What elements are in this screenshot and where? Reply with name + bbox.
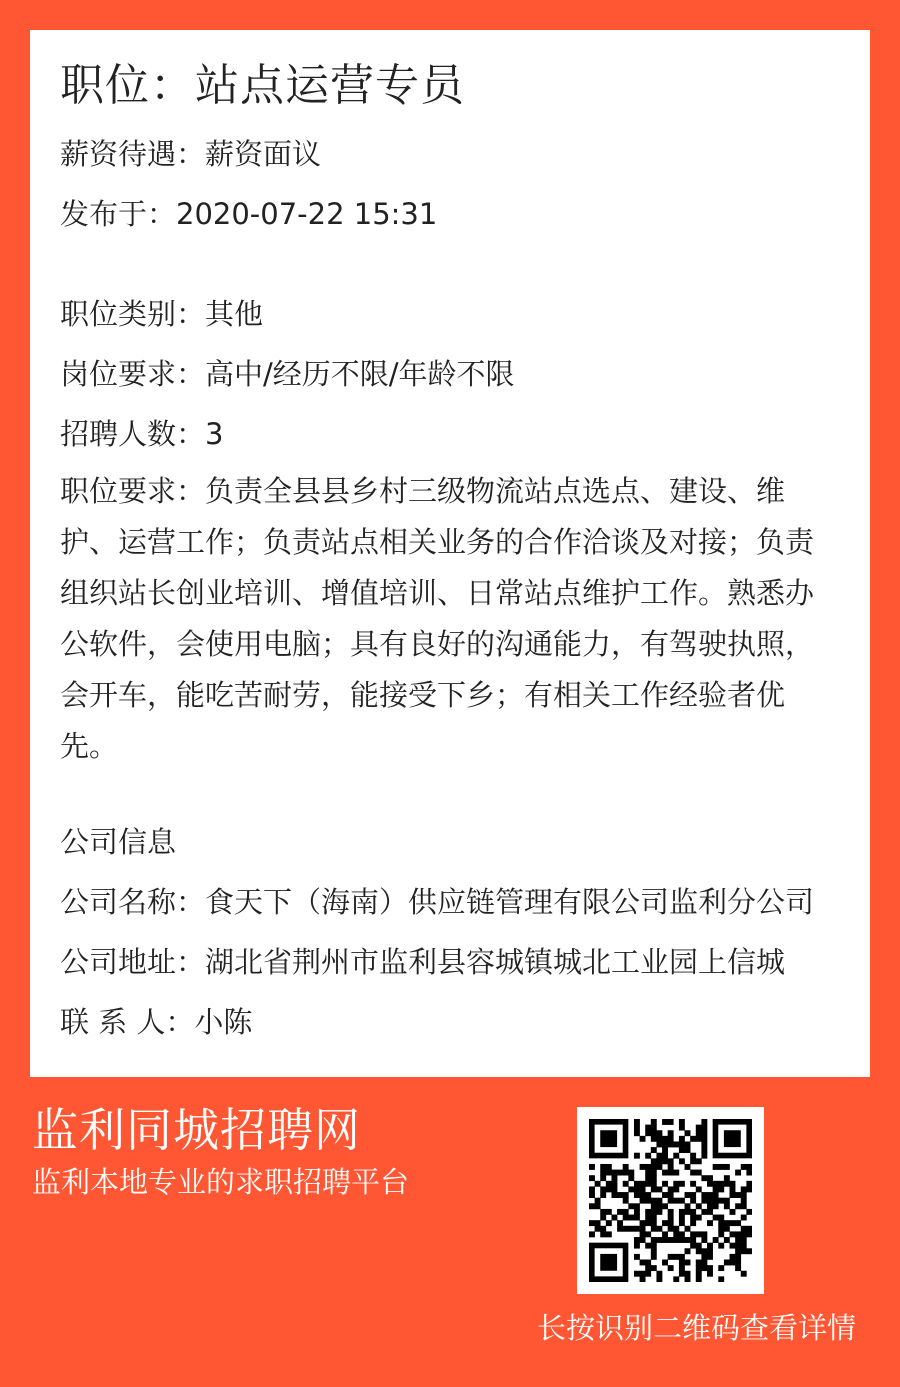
qr-code-icon[interactable] (577, 1107, 764, 1294)
company-contact: 联 系 人：小陈 (60, 1005, 253, 1039)
company-section-title: 公司信息 (60, 825, 177, 859)
qr-code-graphic (589, 1119, 752, 1282)
qr-caption: 长按识别二维码查看详情 (536, 1311, 856, 1345)
spacer (60, 244, 870, 284)
job-category: 职位类别：其他 (60, 297, 264, 331)
job-requirement-short: 岗位要求：高中/经历不限/年龄不限 (60, 357, 515, 391)
headcount: 招聘人数：3 (60, 417, 224, 451)
salary: 薪资待遇：薪资面议 (60, 137, 322, 171)
job-title: 职位：站点运营专员 (60, 60, 465, 111)
spacer (60, 772, 870, 812)
company-name: 公司名称：食天下（海南）供应链管理有限公司监利分公司 (60, 885, 815, 919)
job-card (30, 30, 870, 1077)
footer-brand (32, 1100, 409, 1204)
brand-title: 监利同城招聘网 (32, 1103, 361, 1157)
company-address: 公司地址：湖北省荆州市监利县容城镇城北工业园上信城 (60, 945, 786, 979)
publish-date: 发布于：2020-07-22 15:31 (60, 197, 438, 231)
brand-subtitle: 监利本地专业的求职招聘平台 (32, 1165, 410, 1199)
job-description: 职位要求：负责全县县乡村三级物流站点选点、建设、维护、运营工作；负责站点相关业务的合作洽谈及对接；负责组织站长创业培训、增值培训、日常站点维护工作。熟悉办公软件，会使用电脑；具有良好的沟通能力，有驾驶执照，会开车，能吃苦耐劳，能接受下乡；有相关工作经验者优先。 (60, 474, 815, 763)
